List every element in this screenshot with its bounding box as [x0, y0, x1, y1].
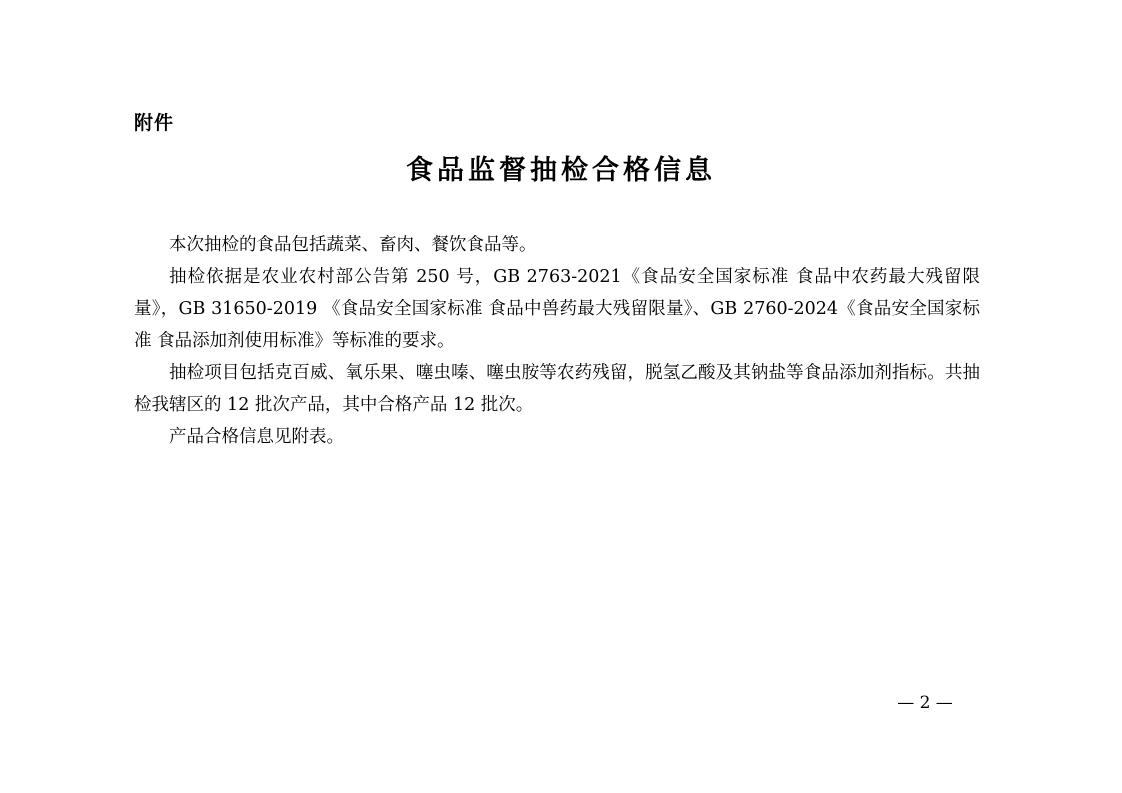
paragraph-scope: 本次抽检的食品包括蔬菜、畜肉、餐饮食品等。 — [169, 235, 537, 255]
document-body — [134, 229, 980, 453]
document-title: 食品监督抽检合格信息 — [406, 155, 716, 186]
page-number: — 2 — — [897, 693, 953, 713]
paragraph-reference: 产品合格信息见附表。 — [169, 427, 344, 447]
paragraph-items: 抽检项目包括克百威、氧乐果、噻虫嗪、噻虫胺等农药残留，脱氢乙酸及其钠盐等食品添加剂指标。共抽检我辖区的 12 批次产品，其中合格产品 12 批次。 — [134, 363, 980, 415]
paragraph-basis: 抽检依据是农业农村部公告第 250 号，GB 2763-2021《食品安全国家标准 食品中农药最大残留限量》，GB 31650-2019 《食品安全国家标准 食品中兽药最大残留限量》、GB 2760-2024《食品安全国家标准 食品添加剂使用标准》等标准的要求。 — [134, 267, 980, 351]
attachment-label: 附件 — [134, 112, 175, 134]
